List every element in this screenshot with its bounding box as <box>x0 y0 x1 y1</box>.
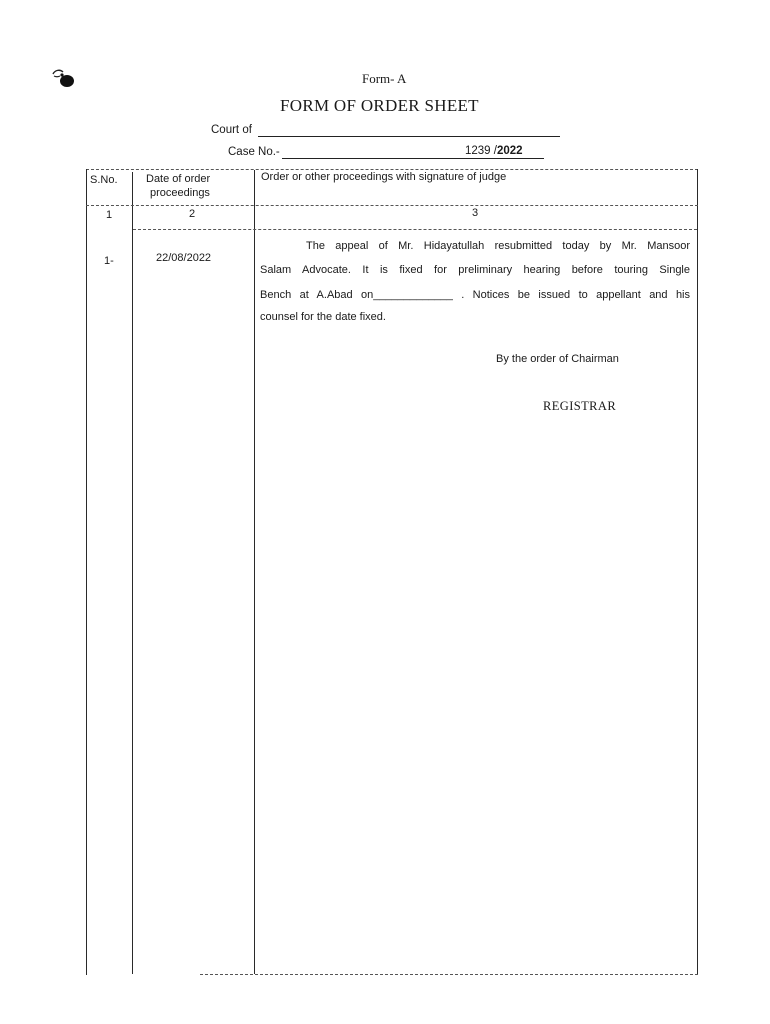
case-number-value: 1239 / <box>465 145 497 157</box>
order-line-3-end: . Notices be issued to appellant and his <box>461 289 691 301</box>
header-order: Order or other proceedings with signature of judge <box>261 171 507 183</box>
case-number <box>465 145 523 157</box>
table-right-border <box>697 169 698 975</box>
numbering-row-divider <box>133 229 697 230</box>
header-row-divider <box>86 205 698 206</box>
table-bottom-border <box>200 974 698 975</box>
column-divider-1 <box>132 172 133 974</box>
order-line-3 <box>260 289 690 301</box>
table-left-border <box>86 169 87 975</box>
order-line-3-start: Bench at A.Abad on <box>260 289 374 301</box>
header-date-line2: proceedings <box>150 187 210 199</box>
form-label: Form- A <box>362 71 407 86</box>
number-col-3: 3 <box>472 207 479 219</box>
page-title: FORM OF ORDER SHEET <box>280 96 479 115</box>
column-divider-2 <box>254 170 255 974</box>
case-year: 2022 <box>496 145 523 157</box>
by-order-text: By the order of Chairman <box>496 353 619 365</box>
number-col-2: 2 <box>189 208 196 220</box>
order-line-1: The appeal of Mr. Hidayatullah resubmitted today by Mr. Mansoor <box>306 240 690 252</box>
court-label: Court of <box>211 124 252 136</box>
header-date-line1: Date of order <box>146 173 211 185</box>
order-line-4: counsel for the date fixed. <box>260 311 386 323</box>
case-no-blank-line <box>282 158 544 159</box>
number-col-1: 1 <box>106 209 113 221</box>
entry-sno: 1- <box>104 255 114 267</box>
signatory-title: REGISTRAR <box>543 399 617 413</box>
court-of-blank-line <box>258 136 560 137</box>
table-top-border <box>86 169 698 170</box>
case-label: Case No.- <box>228 146 280 158</box>
entry-date: 22/08/2022 <box>156 252 212 264</box>
hand-stamp-icon <box>50 68 76 90</box>
order-line-2: Salam Advocate. It is fixed for preliminary hearing before touring Single <box>260 264 690 276</box>
header-sno: S.No. <box>90 174 118 186</box>
hearing-date-blank: _____________ <box>373 289 453 301</box>
